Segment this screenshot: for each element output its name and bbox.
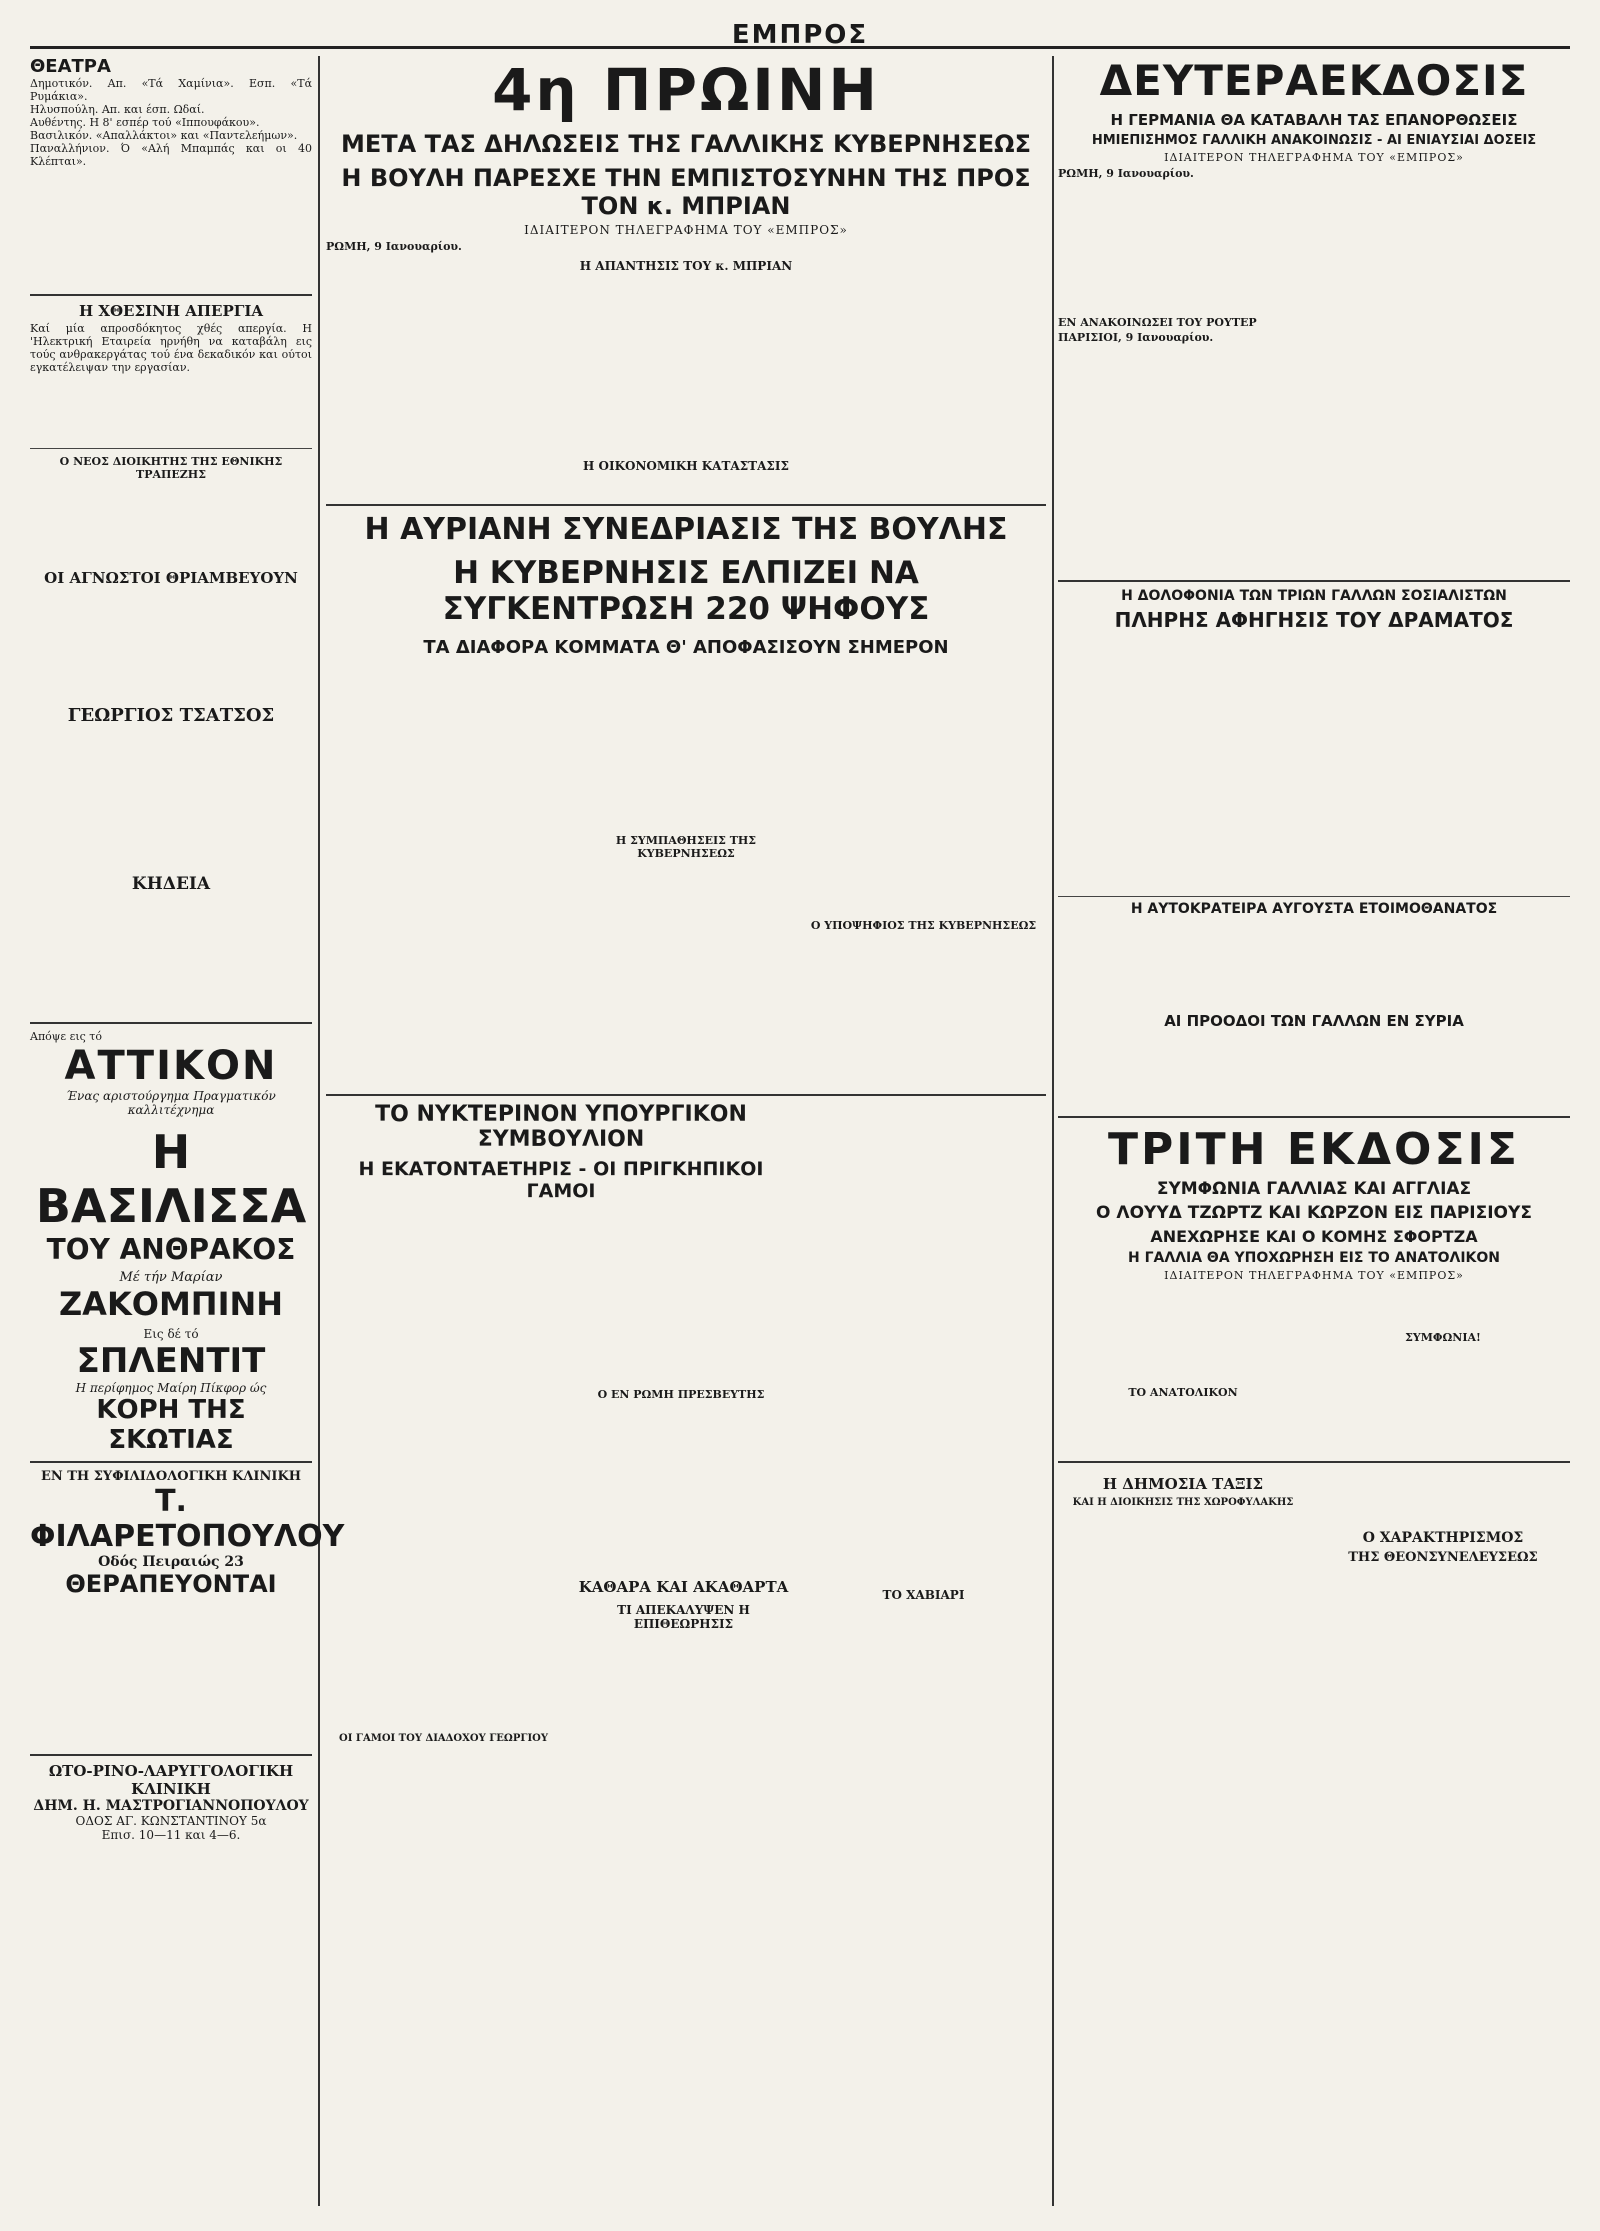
clean-head: ΚΑΘΑΡΑ ΚΑΙ ΑΚΑΘΑΡΤΑ (578, 1578, 789, 1596)
text-block (30, 168, 312, 288)
text-block (1058, 632, 1570, 892)
text-block (30, 374, 312, 444)
tsatsos-title: ΓΕΩΡΓΙΟΣ ΤΣΑΤΣΟΣ (67, 705, 275, 726)
reuter-head: ΕΝ ΑΝΑΚΟΙΝΩΣΕΙ ΤΟΥ ΡΟΥΤΕΡ (1058, 316, 1257, 329)
empress-head: Η ΑΥΤΟΚΡΑΤΕΙΡΑ ΑΥΓΟΥΣΤΑ ΕΤΟΙΜΟΘΑΝΑΤΟΣ (1130, 901, 1498, 917)
text-block (30, 728, 312, 868)
retreat-head: Η ΓΑΛΛΙΑ ΘΑ ΥΠΟΧΩΡΗΣΗ ΕΙΣ ΤΟ ΑΝΑΤΟΛΙΚΟΝ (1127, 1250, 1500, 1266)
theatre-item: Αυθέντης. Η 8' εσπέρ τού «Ιππουφάκου». (30, 116, 260, 129)
ent-hours: Επισ. 10—11 και 4—6. (101, 1828, 241, 1842)
character-head: Ο ΧΑΡΑΚΤΗΡΙΣΜΟΣ (1362, 1530, 1524, 1546)
clinic-head: ΕΝ ΤΗ ΣΥΦΙΛΙΔΟΛΟΓΙΚΗ ΚΛΙΝΙΚΗ (40, 1469, 302, 1484)
divider (30, 1022, 312, 1024)
theatre-item: Δημοτικόν. Απ. «Τά Χαμίνια». Εσπ. «Τά Ρυμάκια». (30, 77, 312, 103)
attikon-intro: Απόψε εις τό (30, 1030, 102, 1043)
center-column (326, 56, 1046, 2216)
paris-dateline: ΠΑΡΙΣΙΟΙ, 9 Ιανουαρίου. (1058, 331, 1214, 344)
attikon-cinema: ΑΤΤΙΚΟΝ (64, 1043, 278, 1089)
council-sub: Η ΕΚΑΤΟΝΤΑΕΤΗΡΙΣ - ΟΙ ΠΡΙΓΚΗΠΙΚΟΙ ΓΑΜΟΙ (358, 1158, 764, 1202)
masthead: ΕΜΠΡΟΣ (731, 20, 869, 50)
ent-title: ΩΤΟ-ΡΙΝΟ-ΛΑΡΥΓΓΟΛΟΓΙΚΗ ΚΛΙΝΙΚΗ (48, 1762, 294, 1798)
divider (30, 448, 312, 449)
strike-title: Η ΧΘΕΣΙΝΗ ΑΠΕΡΓΙΑ (78, 302, 264, 320)
public-order-sub: ΚΑΙ Η ΔΙΟΙΚΗΣΙΣ ΤΗΣ ΧΩΡΟΦΥΛΑΚΗΣ (1072, 1497, 1294, 1508)
article-block (326, 253, 1046, 498)
right-dateline: ΡΩΜΗ, 9 Ιανουαρίου. (1058, 167, 1194, 180)
character-sub: ΤΗΣ ΘΕΟΝΣΥΝΕΛΕΥΣΕΩΣ (1348, 1550, 1538, 1565)
divider (1058, 1116, 1570, 1118)
eastern-head: ΤΟ ΑΝΑΤΟΛΙΚΟΝ (1128, 1386, 1238, 1399)
top-rule (30, 46, 1570, 49)
right-headline-1: Η ΓΕΡΜΑΝΙΑ ΘΑ ΚΑΤΑΒΑΛΗ ΤΑΣ ΕΠΑΝΟΡΘΩΣΕΙΣ (1110, 111, 1518, 129)
session-sub-2: ΤΑ ΔΙΑΦΟΡΑ ΚΟΜΜΑΤΑ Θ' ΑΠΟΦΑΣΙΣΟΥΝ ΣΗΜΕΡΟΝ (423, 637, 949, 658)
dateline: ΡΩΜΗ, 9 Ιανουαρίου. (326, 240, 462, 253)
edition-banner: 4η ΠΡΩΙΝΗ (492, 56, 880, 124)
clinic-doctor: Τ. ΦΙΛΑΡΕΤΟΠΟΥΛΟΥ (30, 1484, 345, 1554)
rome-ambassador: Ο ΕΝ ΡΩΜΗ ΠΡΕΣΒΕΥΤΗΣ (597, 1388, 765, 1401)
clean-sub: ΤΙ ΑΠΕΚΑΛΥΨΕΝ Η ΕΠΙΘΕΩΡΗΣΙΣ (617, 1603, 750, 1631)
article-block (326, 658, 1046, 1088)
govt-sympathy: Η ΣΥΜΠΑΘΗΣΕΙΣ ΤΗΣ ΚΥΒΕΡΝΗΣΕΩΣ (615, 834, 757, 860)
and-in: Εις δέ τό (143, 1327, 199, 1341)
divider (30, 1461, 312, 1463)
second-edition-banner: ΔΕΥΤΕΡΑΕΚΔΟΣΙΣ (1099, 56, 1529, 105)
answers-head: Η ΑΠΑΝΤΗΣΙΣ ΤΟΥ κ. ΜΠΡΙΑΝ (579, 259, 793, 273)
divider (1058, 580, 1570, 582)
clinic-street: Οδός Πειραιώς 23 (98, 1554, 244, 1570)
public-order-head: Η ΔΗΜΟΣΙΑ ΤΑΞΙΣ (1102, 1475, 1264, 1493)
article-block (1058, 1469, 1570, 1769)
text-block (1058, 917, 1570, 1012)
text-block (30, 589, 312, 699)
queen-title: Η ΒΑΣΙΛΙΣΣΑ (35, 1125, 307, 1233)
ent-doctor: ΔΗΜ. Η. ΜΑΣΤΡΟΓΙΑΝΝΟΠΟΥΛΟΥ (33, 1798, 309, 1814)
text-block (1058, 1030, 1570, 1110)
divider (30, 1754, 312, 1756)
curzon-head: Ο ΛΟΥΥΔ ΤΖΩΡΤΖ ΚΑΙ ΚΩΡΖΟΝ ΕΙΣ ΠΑΡΙΣΙΟΥΣ (1096, 1203, 1532, 1223)
article-block (1058, 1285, 1570, 1455)
text-block (1058, 180, 1570, 310)
credit-line: ΙΔΙΑΙΤΕΡΟΝ ΤΗΛΕΓΡΑΦΗΜΑ ΤΟΥ «ΕΜΠΡΟΣ» (524, 223, 848, 237)
divider (1058, 896, 1570, 897)
bank-title: Ο ΝΕΟΣ ΔΙΟΙΚΗΤΗΣ ΤΗΣ ΕΘΝΙΚΗΣ ΤΡΑΠΕΖΗΣ (59, 455, 283, 481)
clinic-cured: ΘΕΡΑΠΕΥΟΝΤΑΙ (65, 1570, 277, 1598)
agreement-head: ΣΥΜΦΩΝΙΑ ΓΑΛΛΙΑΣ ΚΑΙ ΑΓΓΛΙΑΣ (1156, 1179, 1472, 1199)
column-rule (318, 56, 320, 2206)
ent-street: ΟΔΟΣ ΑΓ. ΚΩΝΣΤΑΝΤΙΝΟΥ 5α (75, 1814, 267, 1828)
headline-2: Η ΒΟΥΛΗ ΠΑΡΕΣΧΕ ΤΗΝ ΕΜΠΙΣΤΟΣΥΝΗΝ ΤΗΣ ΠΡΟΣ ΤΟΝ κ. ΜΠΡΙΑΝ (341, 164, 1031, 220)
text-block (1058, 344, 1570, 574)
theatres-title: ΘΕΑΤΡΑ (30, 56, 111, 77)
left-column (30, 56, 345, 2216)
theatre-item: Βασιλικόν. «Απαλλάκτοι» και «Παντελεήμων». (30, 129, 298, 142)
divider (326, 1094, 1046, 1096)
murder-sub: ΠΛΗΡΗΣ ΑΦΗΓΗΣΙΣ ΤΟΥ ΔΡΑΜΑΤΟΣ (1114, 608, 1514, 632)
splendid-cinema: ΣΠΛΕΝΤΙΤ (76, 1341, 266, 1381)
murder-head: Η ΔΟΛΟΦΟΝΙΑ ΤΩΝ ΤΡΙΩΝ ΓΑΛΛΩΝ ΣΟΣΙΑΛΙΣΤΩΝ (1121, 588, 1507, 604)
third-edition-banner: ΤΡΙΤΗ ΕΚΔΟΣΙΣ (1108, 1124, 1520, 1175)
council-head: ΤΟ ΝΥΚΤΕΡΙΝΟΝ ΥΠΟΥΡΓΙΚΟΝ ΣΥΜΒΟΥΛΙΟΝ (375, 1102, 747, 1152)
caviar-head: ΤΟ ΧΑΒΙΑΡΙ (882, 1588, 965, 1602)
theatre-item: Παναλλήνιον. Ό «Αλή Μπαμπάς και οι 40 Κλέπται». (30, 142, 312, 168)
column-rule (1052, 56, 1054, 2206)
divider (1058, 1461, 1570, 1463)
economic-head: Η ΟΙΚΟΝΟΜΙΚΗ ΚΑΤΑΣΤΑΣΙΣ (582, 459, 789, 473)
queen-subtitle: ΤΟΥ ΑΝΘΡΑΚΟΣ (46, 1233, 296, 1266)
right-column (1058, 56, 1570, 2216)
session-head: Η ΑΥΡΙΑΝΗ ΣΥΝΕΔΡΙΑΣΙΣ ΤΗΣ ΒΟΥΛΗΣ (364, 512, 1008, 547)
strike-text: Καί μία απροσδόκητος χθές απεργία. Η 'Ηλεκτρική Εταιρεία ηρνήθη να καταβάλη εις τούς ανθρακεργάτας τού ένα δεκαδικόν και ούτοι εγκατέλειψαν την εργασίαν. (30, 322, 312, 374)
operetta-line: Ένας αριστούργημα Πραγματικόν καλλιτέχνημα (66, 1089, 276, 1117)
headline-1: ΜΕΤΑ ΤΑΣ ΔΗΛΩΣΕΙΣ ΤΗΣ ΓΑΛΛΙΚΗΣ ΚΥΒΕΡΝΗΣΕΩΣ (341, 130, 1031, 158)
text-block (30, 1598, 312, 1748)
text-block (30, 896, 312, 1016)
divider (326, 504, 1046, 506)
theatre-item: Ηλυσπούλη. Απ. και έσπ. Ωδαί. (30, 103, 205, 116)
splendid-sub: Η περίφημος Μαίρη Πίκφορ ώς (75, 1381, 267, 1395)
article-block (326, 1202, 1046, 1762)
with-maria: Μέ τήν Μαρίαν (119, 1270, 223, 1285)
agreement-label: ΣΥΜΦΩΝΙΑ! (1405, 1331, 1481, 1344)
scottish-girl: ΚΟΡΗ ΤΗΣ ΣΚΩΤΙΑΣ (96, 1395, 246, 1455)
session-sub-1: Η ΚΥΒΕΡΝΗΣΙΣ ΕΛΠΙΖΕΙ ΝΑ ΣΥΓΚΕΝΤΡΩΣΗ 220 ΨΗΦΟΥΣ (442, 555, 930, 627)
divider (30, 294, 312, 296)
right-credit-2: ΙΔΙΑΙΤΕΡΟΝ ΤΗΛΕΓΡΑΦΗΜΑ ΤΟΥ «ΕΜΠΡΟΣ» (1164, 1269, 1464, 1282)
zakompini: ΖΑΚΟΜΠΙΝΗ (58, 1285, 284, 1323)
right-headline-2: ΗΜΙΕΠΙΣΗΜΟΣ ΓΑΛΛΙΚΗ ΑΝΑΚΟΙΝΩΣΙΣ - ΑΙ ΕΝΙΑΥΣΙΑΙ ΔΟΣΕΙΣ (1091, 133, 1537, 148)
opposition-candidate: Ο ΥΠΟΨΗΦΙΟΣ ΤΗΣ ΚΥΒΕΡΝΗΣΕΩΣ (810, 919, 1037, 932)
funeral-title: ΚΗΔΕΙΑ (131, 874, 211, 894)
right-credit: ΙΔΙΑΙΤΕΡΟΝ ΤΗΛΕΓΡΑΦΗΜΑ ΤΟΥ «ΕΜΠΡΟΣ» (1164, 151, 1464, 164)
text-block (30, 483, 312, 563)
syria-head: ΑΙ ΠΡΟΟΔΟΙ ΤΩΝ ΓΑΛΛΩΝ ΕΝ ΣΥΡΙΑ (1164, 1012, 1464, 1030)
wedding-head: ΟΙ ΓΑΜΟΙ ΤΟΥ ΔΙΑΔΟΧΟΥ ΓΕΩΡΓΙΟΥ (339, 1733, 548, 1744)
sforza-head: ΑΝΕΧΩΡΗΣΕ ΚΑΙ Ο ΚΟΜΗΣ ΣΦΟΡΤΖΑ (1150, 1227, 1478, 1246)
unknown-title: ΟΙ ΑΓΝΩΣΤΟΙ ΘΡΙΑΜΒΕΥΟΥΝ (44, 569, 298, 587)
